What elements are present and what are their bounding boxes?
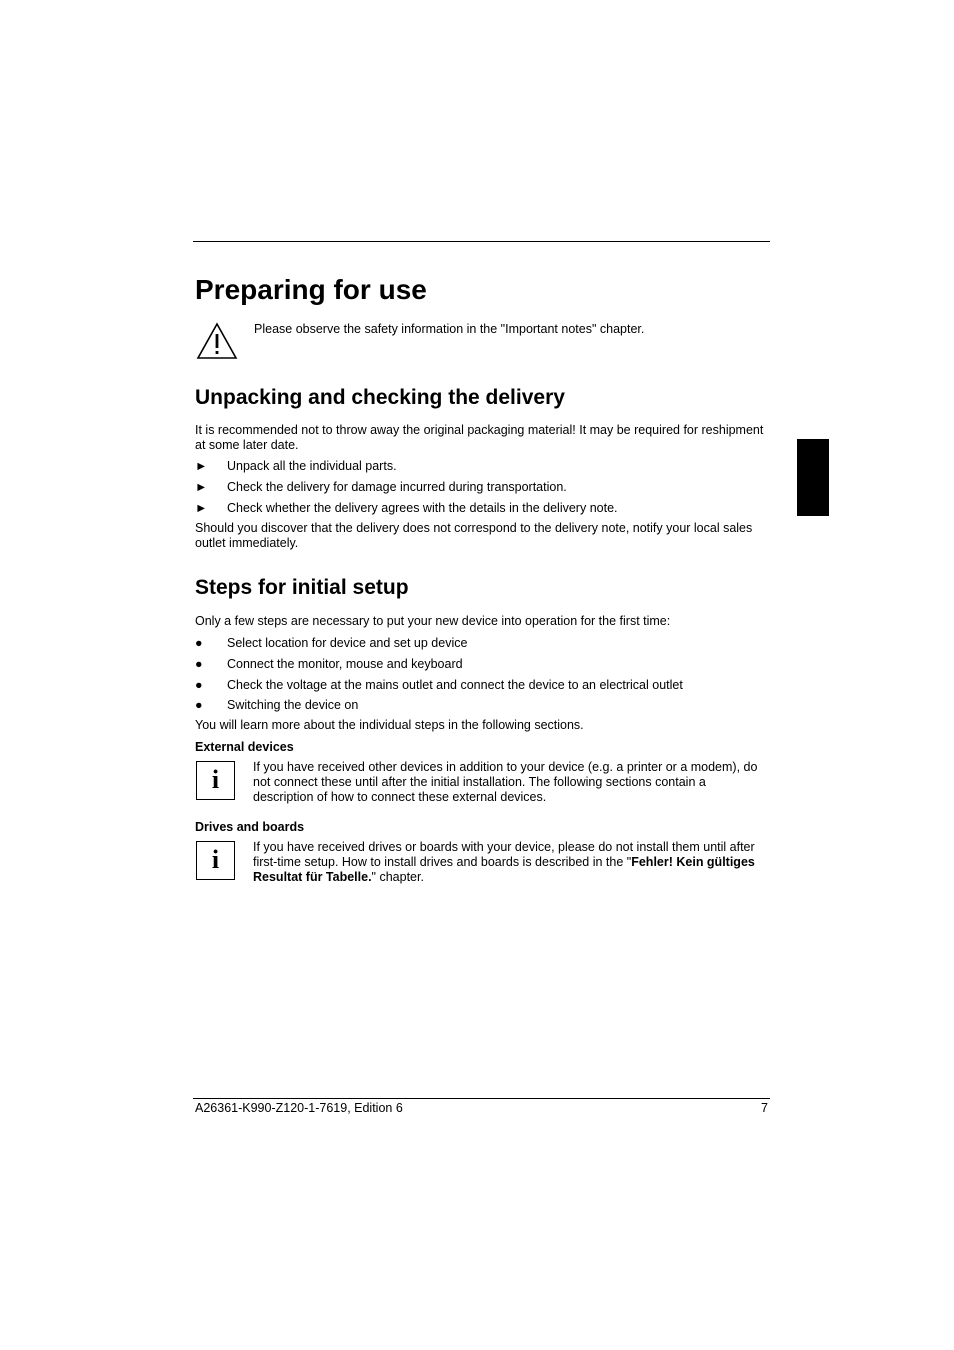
footer-page-number: 7 (761, 1101, 768, 1115)
warning-text: Please observe the safety information in the "Important notes" chapter. (254, 322, 645, 336)
section-heading-unpacking: Unpacking and checking the delivery (195, 386, 565, 409)
chapter-tab-marker (797, 439, 829, 516)
subheading-drives-boards: Drives and boards (195, 820, 305, 834)
footer-doc-id: A26361-K990-Z120-1-7619, Edition 6 (195, 1101, 403, 1115)
dot-bullet-icon: ● (195, 698, 203, 712)
unpacking-intro: It is recommended not to throw away the original packaging material! It may be required for reshipment at some later date. (195, 423, 764, 452)
warning-triangle-icon (196, 322, 238, 360)
list-item-text: Switching the device on (227, 698, 359, 712)
dot-bullet-icon: ● (195, 636, 203, 650)
info-icon: i (196, 761, 235, 800)
list-item-text: Check whether the delivery agrees with the details in the delivery note. (227, 501, 618, 515)
dot-bullet-icon: ● (195, 657, 203, 671)
footer-rule (193, 1098, 770, 1099)
list-item-text: Connect the monitor, mouse and keyboard (227, 657, 463, 671)
list-item-text: Check the delivery for damage incurred during transportation. (227, 480, 567, 494)
arrow-bullet-icon: ► (195, 480, 208, 494)
page-title: Preparing for use (195, 274, 427, 305)
setup-outro: You will learn more about the individual steps in the following sections. (195, 718, 584, 732)
external-devices-note: If you have received other devices in addition to your device (e.g. a printer or a modem), do not connect these until after the initial installation. The following sections contain a description of how to connect these external devices. (253, 760, 758, 804)
dot-bullet-icon: ● (195, 678, 203, 692)
setup-intro: Only a few steps are necessary to put your new device into operation for the first time: (195, 614, 671, 628)
subheading-external-devices: External devices (195, 740, 294, 754)
arrow-bullet-icon: ► (195, 501, 208, 515)
header-rule (193, 241, 770, 242)
section-heading-setup: Steps for initial setup (195, 576, 409, 599)
list-item-text: Unpack all the individual parts. (227, 459, 397, 473)
list-item-text: Check the voltage at the mains outlet and connect the device to an electrical outlet (227, 678, 683, 692)
drives-boards-note-text: If you have received drives or boards with your device, please do not install them until after first-time setup. How to install drives and boards is described in the " (253, 840, 755, 869)
list-item-text: Select location for device and set up device (227, 636, 468, 650)
drives-boards-note (253, 840, 763, 885)
drives-boards-note-end: " chapter. (371, 870, 424, 884)
info-icon: i (196, 841, 235, 880)
broken-reference-text: Fehler! Kein gültiges Resultat für Tabelle. (253, 855, 755, 884)
arrow-bullet-icon: ► (195, 459, 208, 473)
unpacking-outro: Should you discover that the delivery does not correspond to the delivery note, notify your local sales outlet immediately. (195, 521, 753, 550)
